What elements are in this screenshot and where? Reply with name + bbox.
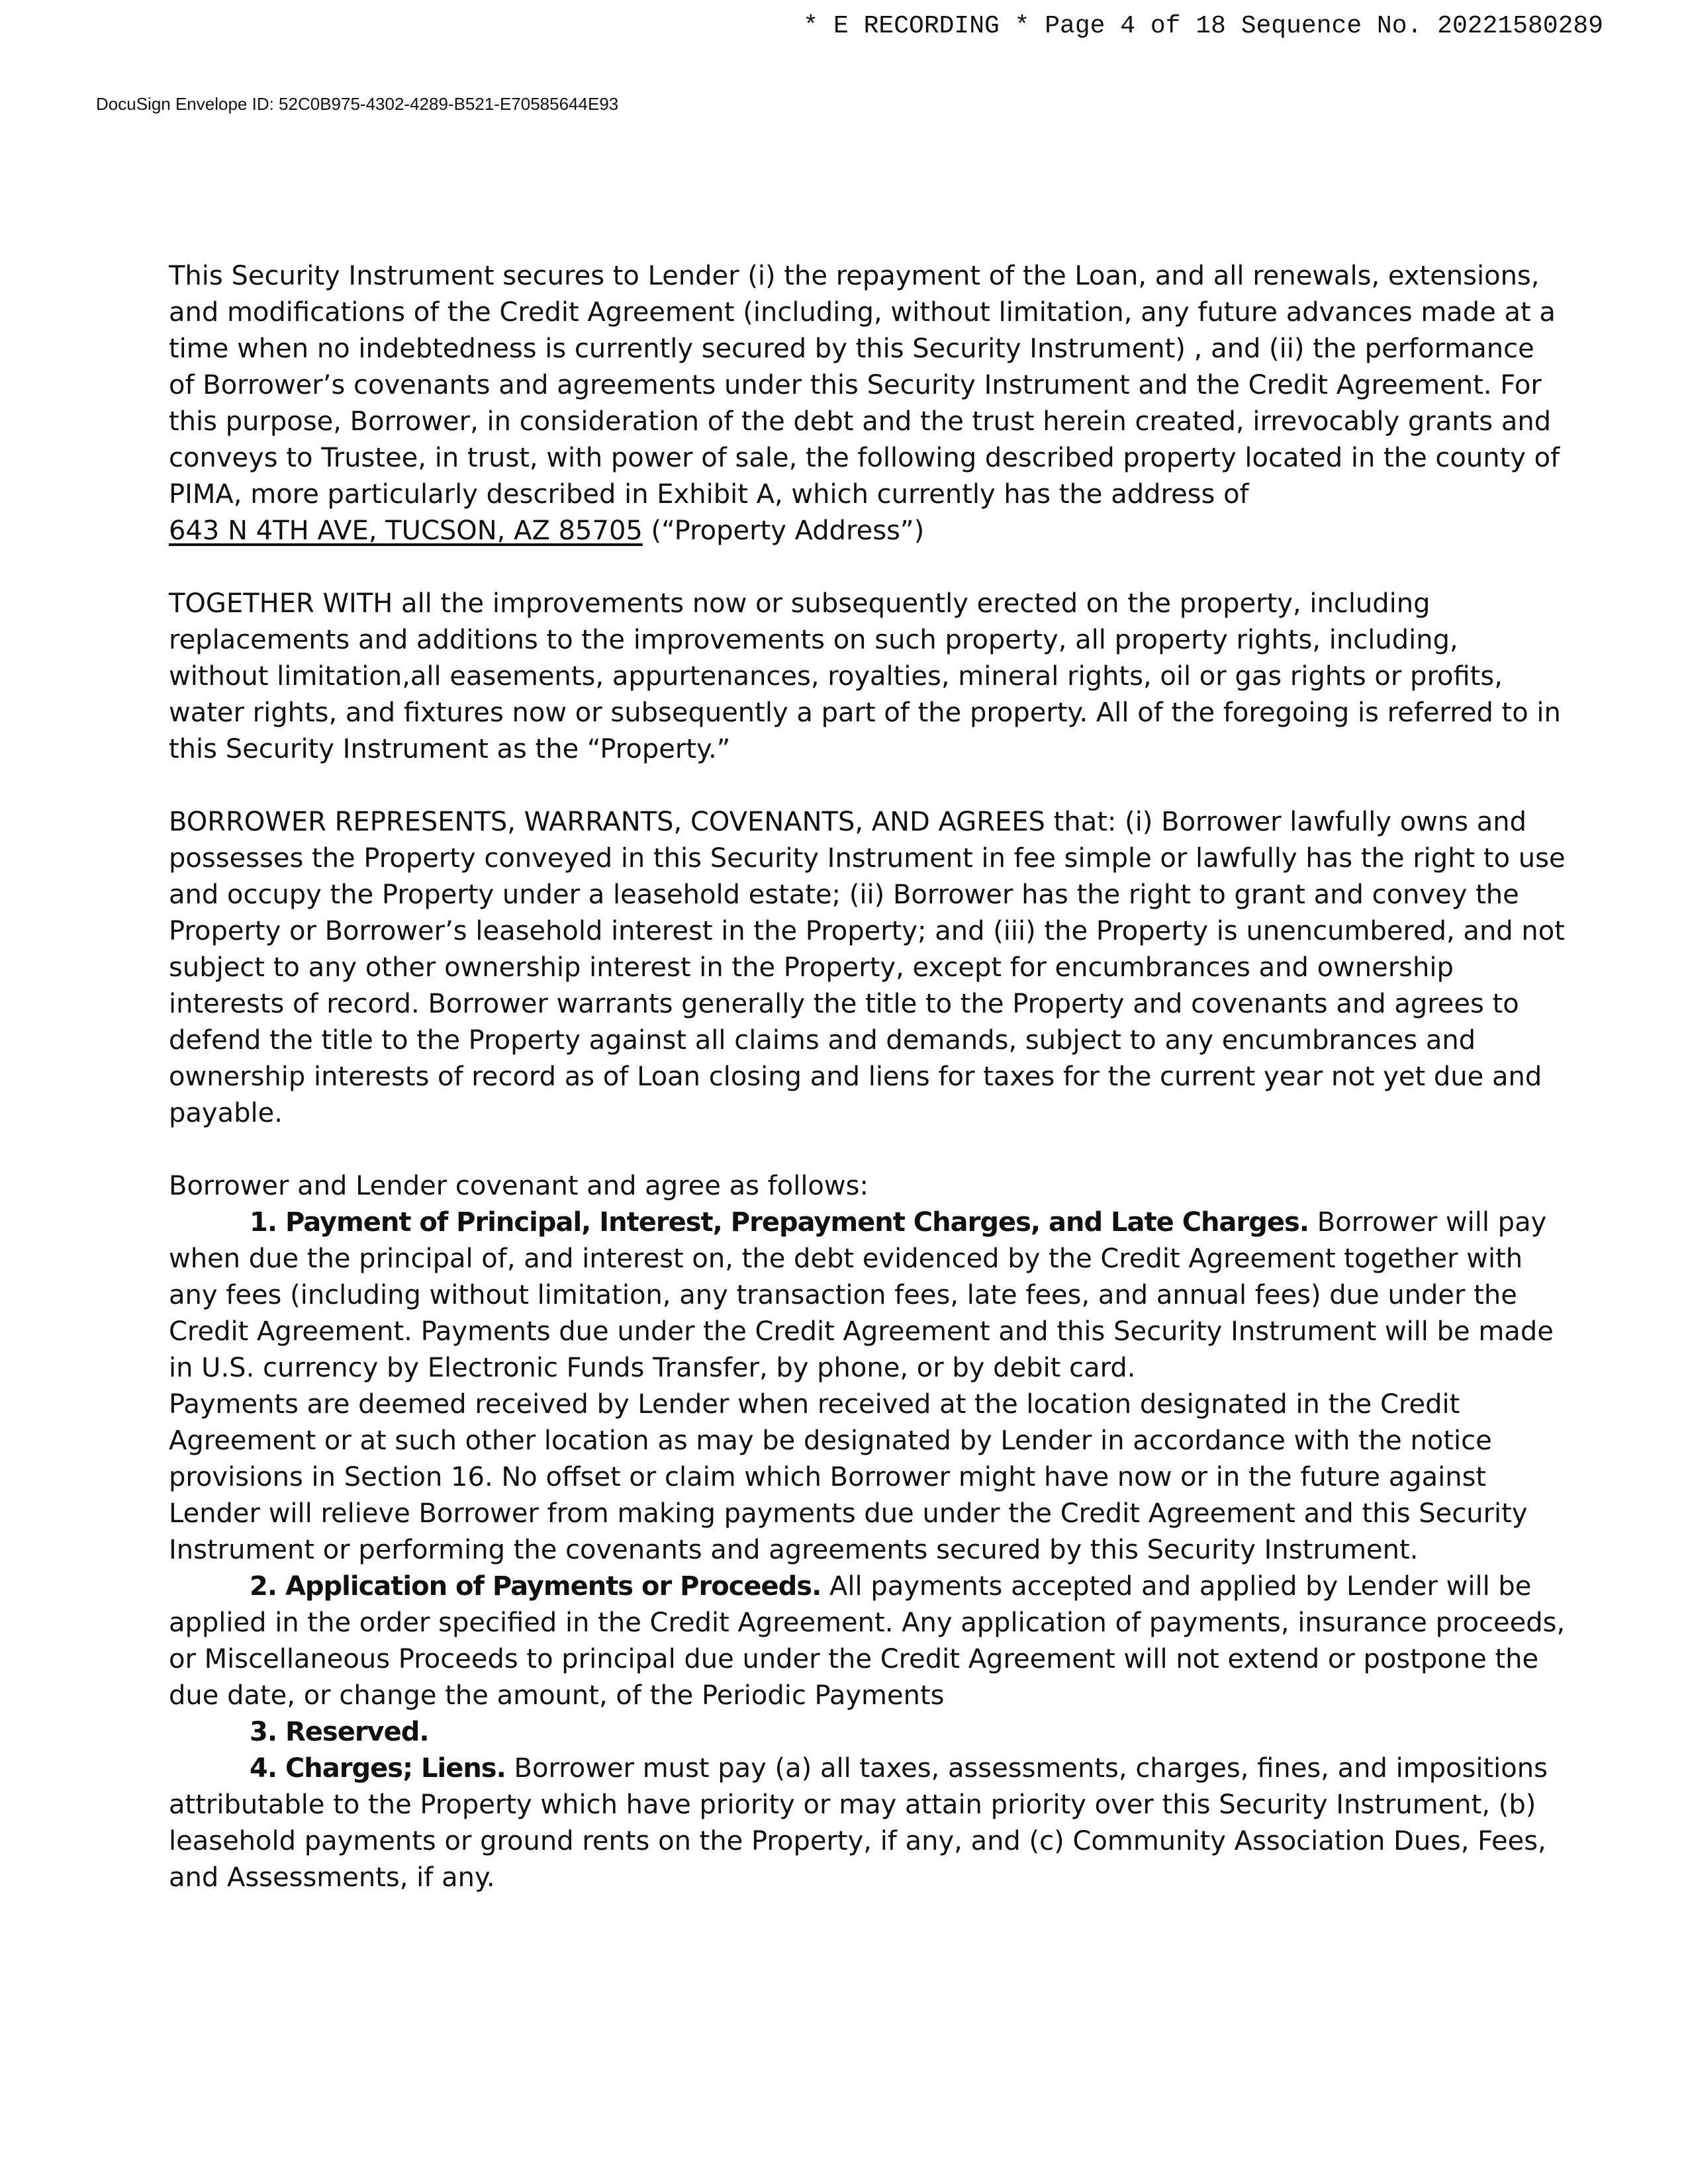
together-with-paragraph: TOGETHER WITH all the improvements now or subsequently erected on the property, including replacements and additions to the improvements on such property, all property rights, including, without limitation,all easements, appurtenances, royalties, mineral rights, oil or gas rights or profits, water rights, and fixtures now or subsequently a part of the property. All of the foregoing is referred to in this Security Instrument as the “Property.” [169, 588, 1561, 764]
section-4-heading: 4. Charges; Liens. [250, 1753, 506, 1784]
section-1-text: Borrower will pay when due the principal of, and interest on, the debt evidenced by the Credit Agreement together with any fees (including without limitation, any transaction fees, late fees, and annual fees) due under the Credit Agreement. Payments due under the Credit Agreement and this Security Instrument will be made in U.S. currency by Electronic Funds Transfer, by phone, or by debit card. [169, 1207, 1554, 1383]
section-2-paragraph [169, 1569, 1566, 1714]
docusign-envelope-id: DocuSign Envelope ID: 52C0B975-4302-4289-B521-E70585644E93 [96, 94, 619, 114]
property-address-label: (“Property Address”) [642, 516, 925, 546]
section-2-heading: 2. Application of Payments or Proceeds. [250, 1571, 821, 1602]
section-3-heading: 3. Reserved. [250, 1717, 429, 1747]
intro-paragraph: This Security Instrument secures to Lender (i) the repayment of the Loan, and all renewals, extensions, and modifications of the Credit Agreement (including, without limitation, any future advances made at a time when no indebtedness is currently secured by this Security Instrument) , and (ii) the performance of Borrower’s covenants and agreements under this Security Instrument and the Credit Agreement. For this purpose, Borrower, in consideration of the debt and the trust herein created, irrevocably grants and conveys to Trustee, in trust, with power of sale, the following described property located in the county of PIMA, more particularly described in Exhibit A, which currently has the address of [169, 261, 1560, 510]
property-address-line [169, 513, 1566, 549]
property-address: 643 N 4TH AVE, TUCSON, AZ 85705 [169, 516, 643, 546]
section-1-heading: 1. Payment of Principal, Interest, Prepayment Charges, and Late Charges. [250, 1207, 1309, 1238]
recording-header: * E RECORDING * Page 4 of 18 Sequence No. 20221580289 [803, 12, 1603, 40]
section-1-paragraph [169, 1205, 1566, 1387]
covenant-intro: Borrower and Lender covenant and agree as follows: [169, 1171, 868, 1201]
document-body [169, 258, 1566, 1896]
section-4-text: Borrower must pay (a) all taxes, assessments, charges, fines, and impositions attributable to the Property which have priority or may attain priority over this Security Instrument, (b) leasehold payments or ground rents on the Property, if any, and (c) Community Association Dues, Fees, and Assessments, if any. [169, 1753, 1548, 1893]
section-3-paragraph [169, 1714, 1566, 1751]
borrower-represents-paragraph: BORROWER REPRESENTS, WARRANTS, COVENANTS, AND AGREES that: (i) Borrower lawfully owns and possesses the Property conveyed in this Security Instrument in fee simple or lawfully has the right to use and occupy the Property under a leasehold estate; (ii) Borrower has the right to grant and convey the Property or Borrower’s leasehold interest in the Property; and (iii) the Property is unencumbered, and not subject to any other ownership interest in the Property, except for encumbrances and ownership interests of record. Borrower warrants generally the title to the Property and covenants and agrees to defend the title to the Property against all claims and demands, subject to any encumbrances and ownership interests of record as of Loan closing and liens for taxes for the current year not yet due and payable. [169, 807, 1566, 1128]
section-4-paragraph [169, 1751, 1566, 1896]
section-2-text: All payments accepted and applied by Lender will be applied in the order specified in the Credit Agreement. Any application of payments, insurance proceeds, or Miscellaneous Proceeds to principal due under the Credit Agreement will not extend or postpone the due date, or change the amount, of the Periodic Payments [169, 1571, 1566, 1711]
payments-deemed-paragraph: Payments are deemed received by Lender when received at the location designated in the Credit Agreement or at such other location as may be designated by Lender in accordance with the notice provisions in Section 16. No offset or claim which Borrower might have now or in the future against Lender will relieve Borrower from making payments due under the Credit Agreement and this Security Instrument or performing the covenants and agreements secured by this Security Instrument. [169, 1389, 1528, 1565]
